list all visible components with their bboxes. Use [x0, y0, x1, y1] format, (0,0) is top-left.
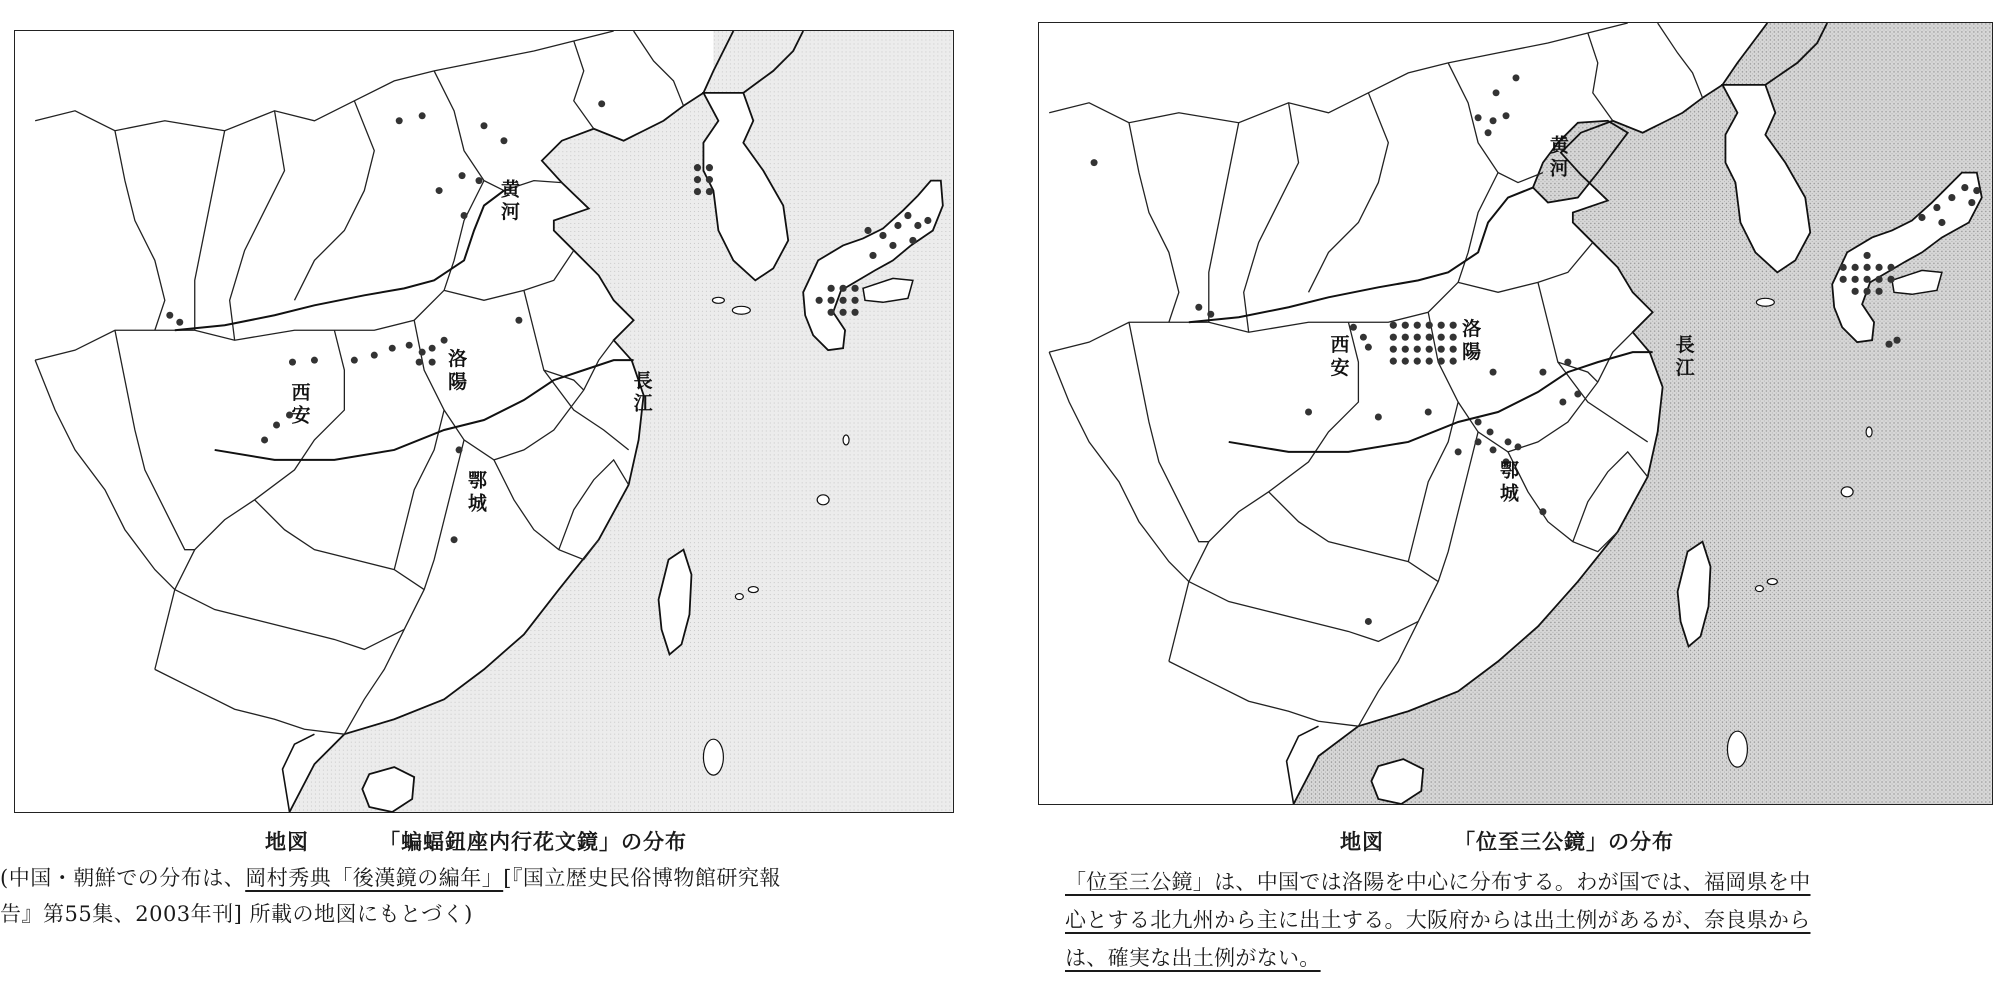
sea-area: [1294, 23, 1992, 804]
korea-islands: [712, 297, 724, 303]
yellow-river-label: 黄河: [497, 178, 520, 225]
yangtze-label: 長江: [630, 370, 653, 417]
left-title-prefix: 地図: [265, 830, 309, 854]
left-title-name: 「蝙蝠鈕座内行花文鏡」の分布: [379, 830, 687, 854]
left-caption-part-c: [『国立歴史民俗博物館研究報: [503, 866, 781, 890]
yellow-river: [1189, 188, 1533, 323]
right-title-prefix: 地図: [1340, 830, 1384, 854]
left-caption-line2: 告』第55集、2003年刊] 所載の地図にもとづく): [0, 902, 473, 926]
left-caption-line-2: [0, 898, 473, 928]
luoyang-label: 洛陽: [1459, 318, 1482, 365]
right-map-title: [1340, 826, 1674, 856]
left-map-svg: [15, 31, 953, 812]
right-caption-line-3: [1065, 942, 1321, 972]
left-map-panel: [14, 30, 954, 813]
right-caption-line-1: [1065, 866, 1811, 896]
echeng-label: 鄂城: [1497, 459, 1520, 506]
yellow-river-label: 黄河: [1546, 134, 1569, 181]
yangtze-river: [215, 360, 634, 460]
sea-area: [289, 31, 952, 812]
right-caption-line1: 「位至三公鏡」は、中国では洛陽を中心に分布する。わが国では、福岡県を中: [1065, 870, 1811, 894]
right-caption-line3: は、確実な出土例がない。: [1065, 946, 1321, 970]
yangtze-label: 長江: [1672, 334, 1695, 381]
right-caption-line2: 心とする北九州から主に出土する。大阪府からは出土例があるが、奈良県から: [1065, 908, 1811, 932]
left-caption-part-b: 岡村秀典「後漢鏡の編年」: [245, 866, 504, 890]
left-map-title: [265, 826, 687, 856]
right-caption-line-2: [1065, 904, 1811, 934]
right-map-frame: [1038, 22, 1993, 805]
right-map-svg: [1039, 23, 1992, 804]
xian-label: 西安: [288, 382, 311, 428]
left-caption-line-1: [0, 862, 781, 892]
right-title-name: 「位至三公鏡」の分布: [1454, 830, 1674, 854]
luoyang-label: 洛陽: [445, 348, 468, 395]
xian-label: 西安: [1327, 334, 1350, 381]
left-caption-part-a: (中国・朝鮮での分布は、: [0, 866, 246, 890]
right-map-panel: [1038, 22, 1993, 805]
left-map-frame: [14, 30, 954, 813]
echeng-label: 鄂城: [465, 469, 488, 516]
